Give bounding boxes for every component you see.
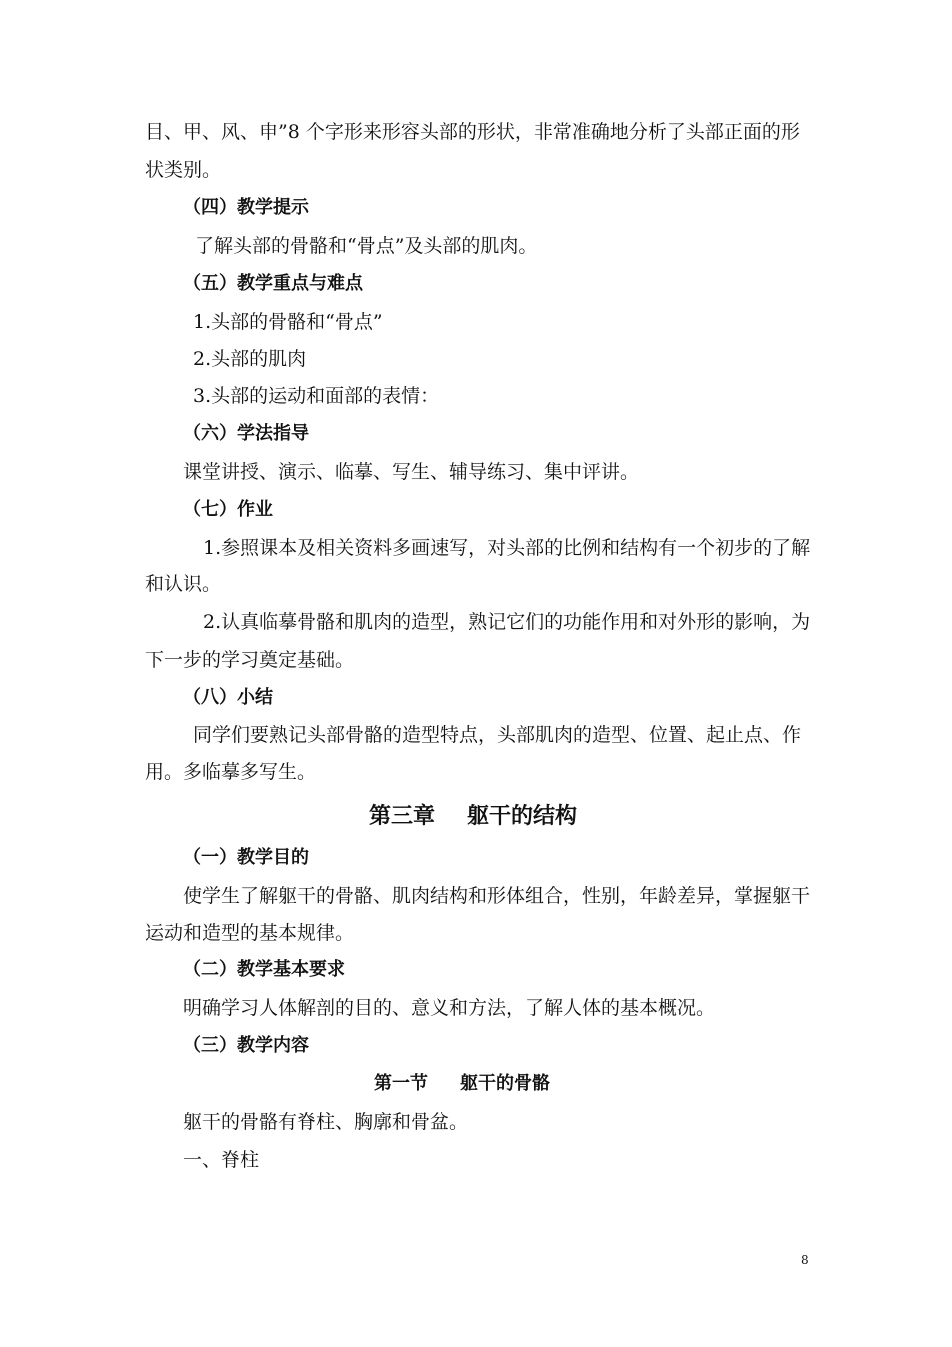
body-text-line: 和认识。 (145, 573, 222, 595)
chapter-heading (369, 803, 577, 831)
heading-basic-requirements: （二）教学基本要求 (183, 959, 345, 980)
body-text-line: 躯干的骨骼有脊柱、胸廓和骨盆。 (183, 1111, 469, 1133)
body-text-line: 同学们要熟记头部骨骼的造型特点，头部肌肉的造型、位置、起止点、作 (193, 724, 802, 746)
body-text-line: 明确学习人体解剖的目的、意义和方法，了解人体的基本概况。 (183, 997, 716, 1019)
list-item: 2.头部的肌肉 (193, 348, 307, 370)
list-item: 1.头部的骨骼和“骨点” (193, 311, 383, 333)
chapter-title: 躯干的结构 (467, 804, 578, 829)
list-item: 1.参照课本及相关资料多画速写，对头部的比例和结构有一个初步的了解 (203, 537, 811, 559)
body-text-line: 课堂讲授、演示、临摹、写生、辅导练习、集中评讲。 (183, 461, 640, 483)
body-text-line: 下一步的学习奠定基础。 (145, 649, 355, 671)
body-text-line: 运动和造型的基本规律。 (145, 922, 355, 944)
heading-teaching-content: （三）教学内容 (183, 1035, 309, 1056)
heading-homework: （七）作业 (183, 499, 273, 520)
body-text-line: 目、甲、风、申”8 个字形来形容头部的形状，非常准确地分析了头部正面的形 (145, 121, 800, 143)
heading-study-guide: （六）学法指导 (183, 423, 309, 444)
list-item: 2.认真临摹骨骼和肌肉的造型，熟记它们的功能作用和对外形的影响，为 (203, 611, 811, 633)
body-text-line: 用。多临摹多写生。 (145, 761, 317, 783)
heading-teaching-tips: （四）教学提示 (183, 197, 309, 218)
page-number: 8 (801, 1253, 809, 1267)
section-title: 躯干的骨骼 (460, 1073, 550, 1094)
body-text-line: 了解头部的骨骼和“骨点”及头部的肌肉。 (195, 235, 538, 257)
heading-teaching-goal: （一）教学目的 (183, 847, 309, 868)
heading-key-points: （五）教学重点与难点 (183, 273, 363, 294)
list-item: 3.头部的运动和面部的表情： (193, 385, 440, 407)
body-text-line: 状类别。 (145, 159, 222, 181)
body-text-line: 使学生了解躯干的骨骼、肌肉结构和形体组合，性别，年龄差异，掌握躯干 (183, 885, 811, 907)
section-heading (374, 1072, 550, 1096)
list-item: 一、脊柱 (183, 1149, 260, 1171)
section-number: 第一节 (374, 1073, 428, 1094)
chapter-number: 第三章 (369, 804, 436, 829)
heading-summary: （八）小结 (183, 687, 273, 708)
